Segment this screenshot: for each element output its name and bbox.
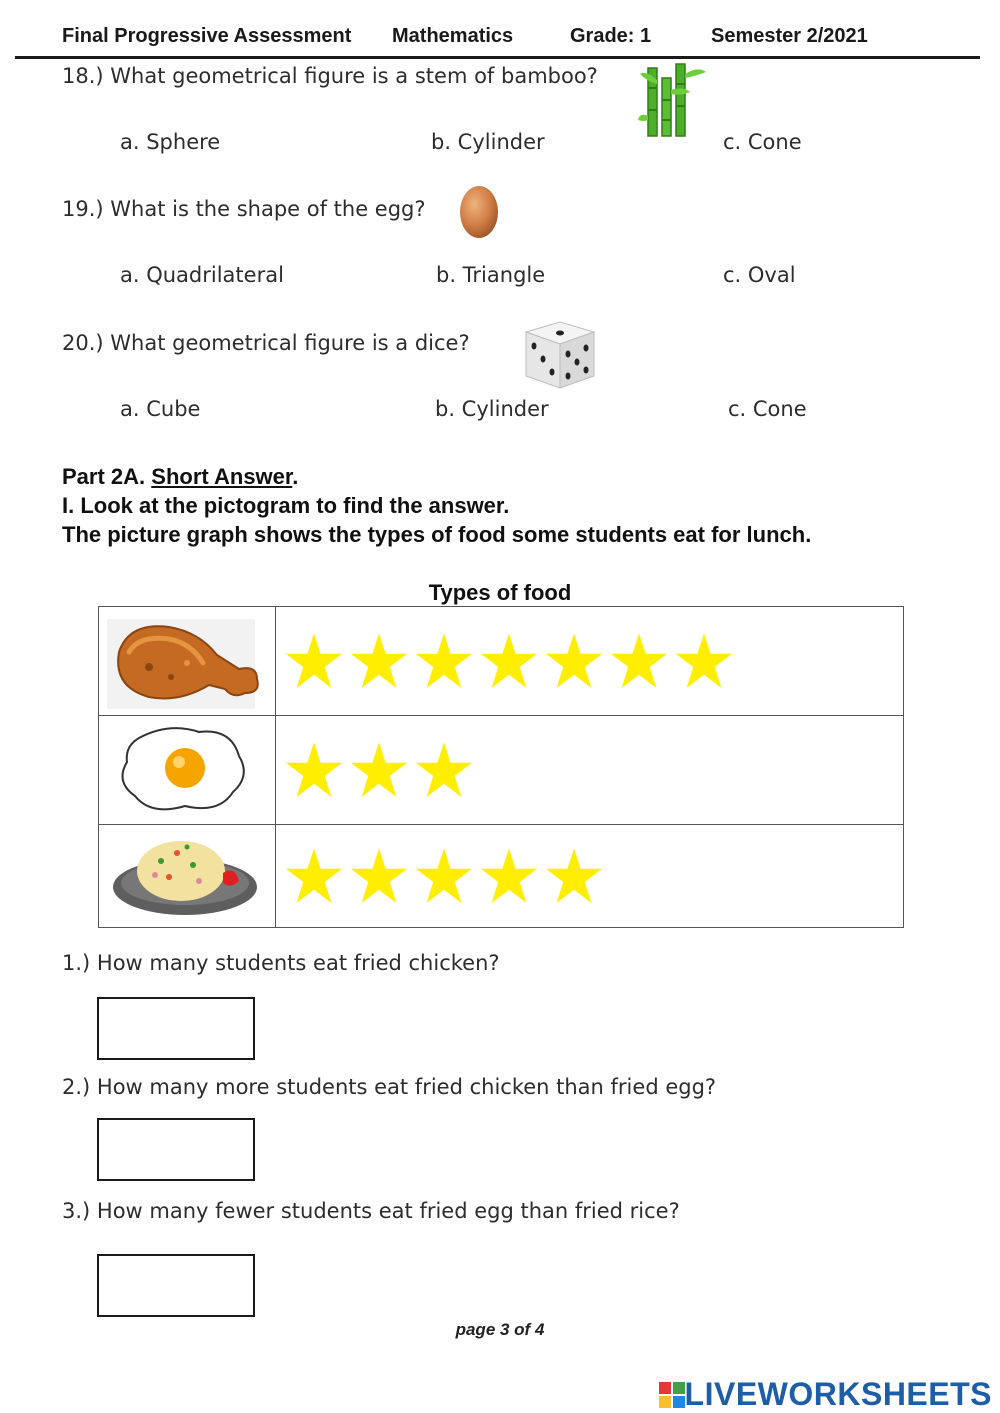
star-shape	[611, 633, 667, 688]
stars-row-rice	[276, 846, 903, 906]
answer-box-1[interactable]	[97, 997, 255, 1060]
header-divider	[15, 56, 980, 59]
part-2a-instruction: I. Look at the pictogram to find the answer.	[62, 493, 510, 518]
star-symbol	[284, 740, 344, 800]
short-question-3: 3.) How many fewer students eat fried egg than fried rice?	[62, 1199, 680, 1223]
star-symbol	[349, 631, 409, 691]
star-shape	[286, 633, 342, 688]
star-shape	[351, 848, 407, 903]
answer-box-3[interactable]	[97, 1254, 255, 1317]
star-symbol	[284, 631, 344, 691]
star-symbol	[609, 631, 669, 691]
pictogram-stars-cell	[276, 825, 904, 928]
pictogram-picture-cell	[99, 825, 276, 928]
pictogram-table	[98, 606, 904, 928]
part-2a-prefix: Part 2A.	[62, 464, 152, 489]
answer-box-2[interactable]	[97, 1118, 255, 1181]
header-assessment: Final Progressive Assessment	[62, 25, 352, 47]
page-number: page 3 of 4	[455, 1320, 545, 1339]
q18-option-a: a. Sphere	[120, 130, 221, 154]
q20-option-b: b. Cylinder	[435, 397, 549, 421]
pictogram-stars-cell	[276, 716, 904, 825]
stars-row-egg	[276, 740, 903, 800]
short-question-2: 2.) How many more students eat fried chicken than fried egg?	[62, 1075, 717, 1099]
star-shape	[481, 848, 537, 903]
star-shape	[286, 848, 342, 903]
header-grade: Grade: 1	[570, 25, 652, 47]
star-shape	[416, 742, 472, 797]
q18-option-c: c. Cone	[723, 130, 802, 154]
brand-name: LIVEWORKSHEETS	[684, 1376, 992, 1412]
star-shape	[351, 742, 407, 797]
star-shape	[351, 633, 407, 688]
q20-option-c: c. Cone	[728, 397, 807, 421]
star-symbol	[544, 846, 604, 906]
star-symbol	[349, 740, 409, 800]
pictogram-title: Types of food	[428, 580, 572, 605]
part-2a-suffix: .	[292, 464, 299, 489]
q20-option-a: a. Cube	[120, 397, 201, 421]
pictogram-picture-cell	[99, 607, 276, 716]
star-symbol	[479, 846, 539, 906]
question-19: 19.) What is the shape of the egg?	[62, 197, 426, 221]
question-20: 20.) What geometrical figure is a dice?	[62, 331, 470, 355]
star-symbol	[349, 846, 409, 906]
fried-egg-icon	[99, 716, 275, 820]
part-2a-heading	[62, 464, 298, 490]
star-shape	[546, 633, 602, 688]
star-symbol	[414, 631, 474, 691]
pictogram-row-rice	[99, 825, 904, 928]
star-symbol	[414, 846, 474, 906]
q19-option-c: c. Oval	[723, 263, 796, 287]
q19-option-b: b. Triangle	[436, 263, 546, 287]
header-semester: Semester 2/2021	[711, 25, 868, 47]
pictogram-row-chicken	[99, 607, 904, 716]
star-symbol	[674, 631, 734, 691]
pictogram-picture-cell	[99, 716, 276, 825]
header-subject: Mathematics	[392, 25, 514, 47]
q18-option-b: b. Cylinder	[431, 130, 545, 154]
star-symbol	[284, 846, 344, 906]
fried-chicken-icon	[99, 607, 275, 711]
star-shape	[286, 742, 342, 797]
egg-icon	[457, 182, 501, 240]
star-symbol	[544, 631, 604, 691]
q19-option-a: a. Quadrilateral	[120, 263, 284, 287]
liveworksheets-icon	[659, 1382, 685, 1408]
bamboo-icon	[638, 60, 708, 138]
part-2a-description: The picture graph shows the types of food some students eat for lunch.	[62, 522, 812, 547]
star-shape	[481, 633, 537, 688]
dice-icon	[522, 318, 598, 390]
star-symbol	[479, 631, 539, 691]
short-question-1: 1.) How many students eat fried chicken?	[62, 951, 500, 975]
liveworksheets-logo	[659, 1376, 992, 1413]
pictogram-row-egg	[99, 716, 904, 825]
star-shape	[416, 848, 472, 903]
star-shape	[546, 848, 602, 903]
part-2a-title: Short Answer	[151, 464, 293, 489]
star-shape	[416, 633, 472, 688]
star-shape	[676, 633, 732, 688]
pictogram-stars-cell	[276, 607, 904, 716]
fried-rice-icon	[99, 825, 275, 923]
question-18: 18.) What geometrical figure is a stem of bamboo?	[62, 64, 598, 88]
star-symbol	[414, 740, 474, 800]
stars-row-chicken	[276, 631, 903, 691]
